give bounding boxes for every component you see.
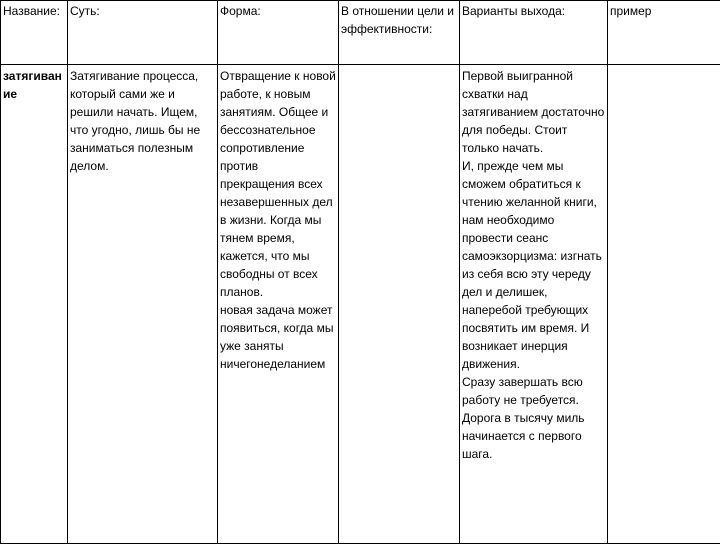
exit-paragraph: Первой выигранной схватки над затягиванием достаточно для победы. Стоит только начать. [462,67,605,157]
cell-essence: Затягивание процесса, который сами же и решили начать. Ищем, что угодно, лишь бы не заниматься полезным делом. [68,65,218,544]
cell-example [608,65,720,544]
header-form: Форма: [218,1,339,65]
cell-goal-effectiveness [339,65,460,544]
cell-name: затягивание [1,65,68,544]
header-essence: Суть: [68,1,218,65]
header-example: пример [608,1,720,65]
header-row [1,1,720,65]
exit-paragraph: Дорога в тысячу миль начинается с первого шага. [462,409,605,463]
cell-form [218,65,339,544]
cell-exit-options [460,65,608,544]
table-row [1,65,720,544]
header-exit-options: Варианты выхода: [460,1,608,65]
form-paragraph: Отвращение к новой работе, к новым занятиям. Общее и бессознательное сопротивление против прекращения всех незавершенных дел в жизни. Когда мы тянем время, кажется, что мы свободны от всех планов. [220,67,336,301]
form-paragraph: новая задача может появиться, когда мы уже заняты ничегонеделанием [220,301,336,373]
header-goal-effectiveness: В отношении цели и эффективности: [339,1,460,65]
exit-paragraph: И, прежде чем мы сможем обратиться к чтению желанной книги, нам необходимо провести сеанс самоэкзорцизма: изгнать из себя всю эту череду дел и делишек, наперебой требующих посвятить им время. И возникает инерция движения. [462,157,605,373]
header-name: Название: [1,1,68,65]
exit-paragraph: Сразу завершать всю работу не требуется. [462,373,605,409]
